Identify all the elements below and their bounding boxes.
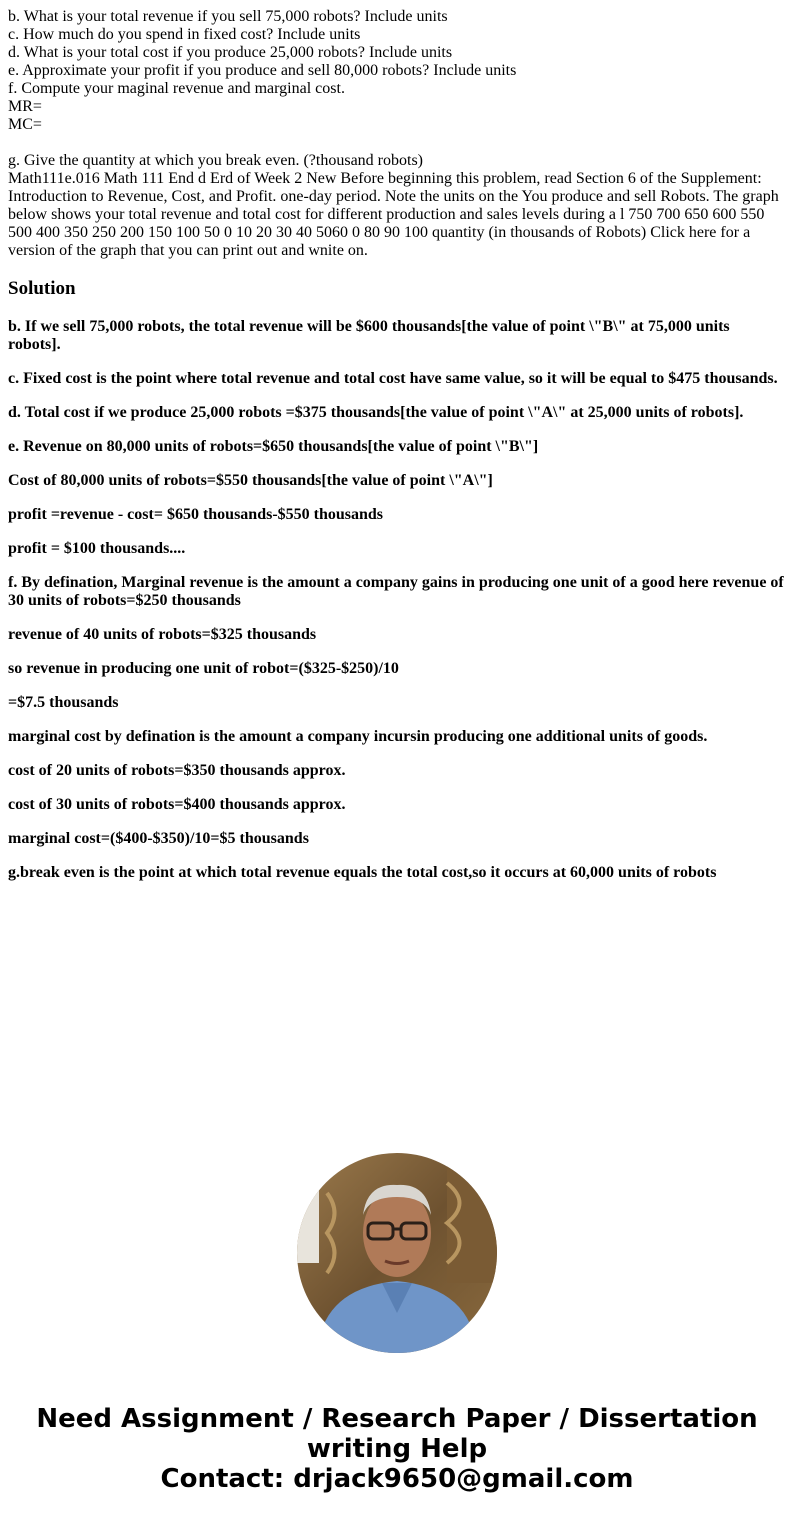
spacer [8, 134, 786, 152]
question-block [8, 8, 786, 260]
solution-paragraph: cost of 20 units of robots=$350 thousands approx. [8, 762, 346, 779]
solution-paragraph: d. Total cost if we produce 25,000 robots =$375 thousands[the value of point \"A\" at 25,000 units of robots]. [8, 404, 744, 421]
solution-paragraph: so revenue in producing one unit of robot=($325-$250)/10 [8, 660, 399, 677]
promo-banner [0, 1404, 794, 1494]
solution-paragraph: cost of 30 units of robots=$400 thousands approx. [8, 796, 346, 813]
question-g: g. Give the quantity at which you break even. (?thousand robots) [8, 152, 423, 169]
solution-paragraph: revenue of 40 units of robots=$325 thousands [8, 626, 317, 643]
question-d: d. What is your total cost if you produce 25,000 robots? Include units [8, 44, 453, 61]
solution-heading: Solution [8, 278, 76, 299]
question-mc: MC= [8, 116, 42, 133]
question-e: e. Approximate your profit if you produce and sell 80,000 robots? Include units [8, 62, 517, 79]
solution-paragraph: =$7.5 thousands [8, 694, 119, 711]
question-c: c. How much do you spend in fixed cost? Include units [8, 26, 361, 43]
promo-contact: Contact: drjack9650@gmail.com [160, 1464, 634, 1494]
solution-paragraph: profit =revenue - cost= $650 thousands-$550 thousands [8, 506, 384, 523]
solution-paragraph: g.break even is the point at which total revenue equals the total cost,so it occurs at 60,000 units of robots [8, 864, 717, 881]
solution-paragraph: c. Fixed cost is the point where total revenue and total cost have same value, so it will be equal to $475 thousands. [8, 370, 778, 387]
promo-line: writing Help [306, 1434, 488, 1464]
solution-paragraph: profit = $100 thousands.... [8, 540, 186, 557]
solution-paragraph: b. If we sell 75,000 robots, the total revenue will be $600 thousands[the value of point \"B\" at 75,000 units robots]. [8, 318, 730, 353]
tutor-photo-icon [297, 1153, 497, 1353]
solution-body [8, 318, 786, 898]
solution-paragraph: marginal cost by defination is the amount a company incursin producing one additional units of goods. [8, 728, 708, 745]
solution-paragraph: f. By defination, Marginal revenue is the amount a company gains in producing one unit of a good here revenue of 30 units of robots=$250 thousands [8, 574, 784, 609]
question-f: f. Compute your maginal revenue and marginal cost. [8, 80, 345, 97]
solution-paragraph: Cost of 80,000 units of robots=$550 thousands[the value of point \"A\"] [8, 472, 493, 489]
promo-line: Need Assignment / Research Paper / Dissertation [36, 1404, 758, 1434]
question-b: b. What is your total revenue if you sell 75,000 robots? Include units [8, 8, 448, 25]
solution-paragraph: marginal cost=($400-$350)/10=$5 thousands [8, 830, 309, 847]
tutor-avatar [297, 1153, 497, 1353]
solution-paragraph: e. Revenue on 80,000 units of robots=$650 thousands[the value of point \"B\"] [8, 438, 539, 455]
question-mr: MR= [8, 98, 42, 115]
problem-statement: Math111e.016 Math 111 End d Erd of Week 2 New Before beginning this problem, read Section 6 of the Supplement: Introduction to Revenue, Cost, and Profit. one-day period. Note the units on the You produce and sell Robots. The graph below shows your total revenue and total cost for different production and sales levels during a l 750 700 650 600 550 500 400 350 250 200 150 100 50 0 10 20 30 40 5060 0 80 90 100 quantity (in thousands of Robots) Click here for a version of the graph that you can print out and wnite on. [8, 170, 779, 259]
